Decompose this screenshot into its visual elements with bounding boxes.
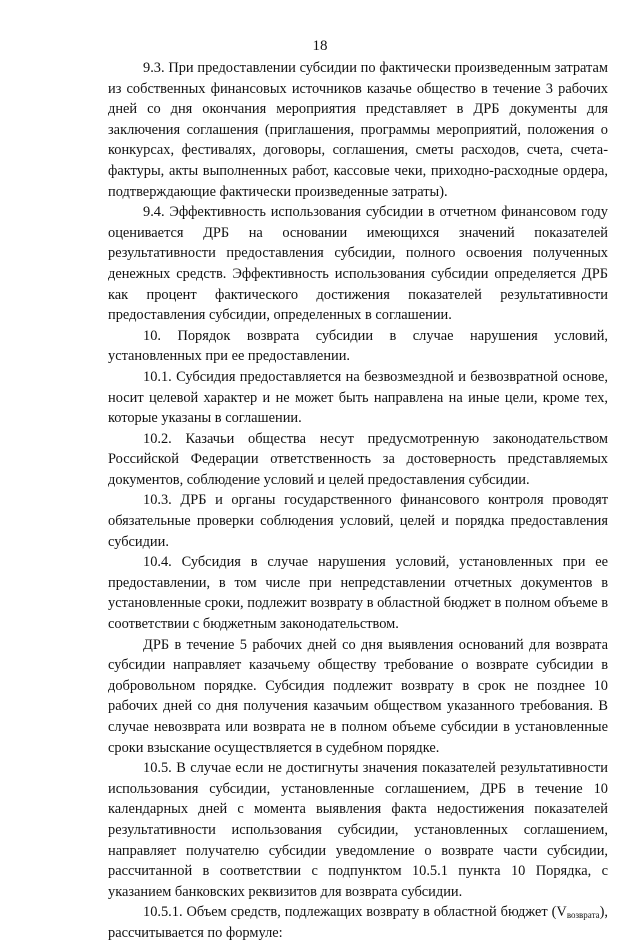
paragraph-10: 10. Порядок возврата субсидии в случае нарушения условий, установленных при ее предоставлении. [108,327,608,365]
paragraph-10-4: 10.4. Субсидия в случае нарушения условий, установленных при ее предоставлении, в том числе при непредставлении отчетных документов в установленные сроки, подлежит возврату в областной бюджет в полном объеме в соответствии с бюджетным законодательством. [108,554,608,633]
paragraph-drb-return-demand: ДРБ в течение 5 рабочих дней со дня выявления оснований для возврата субсидии направляет казачьему обществу требование о возврате субсидии в добровольном порядке. Субсидия подлежит возврату в срок не позднее 10 рабочих дней со дня получения казачьим обществом указанного требования. В случае невозврата или возврата не в полном объеме субсидии в установленные сроки взыскание осуществляется в судебном порядке. [108,636,608,756]
paragraph-10-3: 10.3. ДРБ и органы государственного финансового контроля проводят обязательные проверки соблюдения условий, целей и порядка предоставления субсидии. [108,492,608,550]
paragraph-9-3: 9.3. При предоставлении субсидии по фактически произведенным затратам из собственных финансовых источников казачье общество в течение 3 рабочих дней со дня окончания мероприятия представляет в ДРБ документы для заключения соглашения (приглашения, программы мероприятий, положения о конкурсах, фестивалях, договоры, соглашения, сметы расходов, счета, счета-фактуры, акты выполненных работ, кассовые чеки, приходно-расходные ордера, подтверждающие фактически произведенные затраты). [108,60,608,200]
paragraph-10-1: 10.1. Субсидия предоставляется на безвозмездной и безвозвратной основе, носит целевой характер и не может быть направлена на иные цели, кроме тех, которые указаны в соглашении. [108,368,608,427]
page-number: 18 [312,38,328,54]
paragraph-10-5-1-text: 10.5.1. Объем средств, подлежащих возврату в областной бюджет (V [143,904,567,921]
paragraph-9-4: 9.4. Эффективность использования субсидии в отчетном финансовом году оценивается ДРБ на основании имеющихся значений показателей результативности предоставления субсидии, полного освоения полученных денежных средств. Эффективность использования субсидии определяется ДРБ как процент фактического достижения показателей результативности предоставления субсидии, определенных в соглашении. [108,204,608,324]
paragraph-10-2: 10.2. Казачьи общества несут предусмотренную законодательством Российской Федерации ответственность за достоверность представляемых документов, соблюдение условий и целей предоставления субсидии. [108,430,608,488]
paragraph-10-5: 10.5. В случае если не достигнуты значения показателей результативности использования субсидии, установленные соглашением, ДРБ в течение 10 календарных дней с момента выявления факта недостижения показателей результативности использования субсидии, установленных соглашением, направляет получателю субсидии уведомление о возврате части субсидии, рассчитанной в соответствии с подпунктом 10.5.1 пункта 10 Порядка, с указанием банковских реквизитов для возврата субсидии. [108,760,608,900]
paragraph-10-5-1 [108,902,608,943]
paragraph-10-5-1-ending: ), рассчитывается по формуле: [108,904,608,941]
document-body [108,58,608,944]
formula-subscript: возврата [566,910,600,921]
